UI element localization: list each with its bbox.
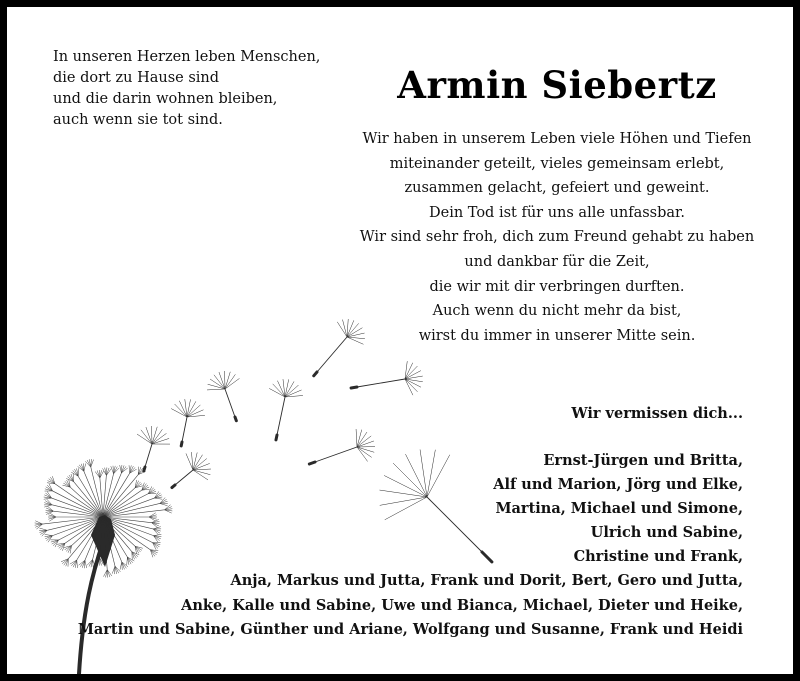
poem-line: miteinander geteilt, vieles gemeinsam erlebt, (389, 155, 725, 172)
mourner-line: Martina, Michael und Simone, (495, 500, 743, 518)
motto-line: In unseren Herzen leben Menschen, (53, 49, 321, 65)
poem-line: zusammen gelacht, gefeiert und geweint. (404, 180, 710, 197)
motto-line: und die darin wohnen bleiben, (53, 91, 278, 107)
mourner-line: Martin und Sabine, Günther und Ariane, Wolfgang und Susanne, Frank und Heidi (77, 620, 743, 638)
poem-line: wirst du immer in unserer Mitte sein. (418, 327, 696, 344)
memorial-poem (327, 127, 787, 348)
poem-line: Auch wenn du nicht mehr da bist, (432, 303, 682, 320)
deceased-name: Armin Siebertz (397, 63, 717, 107)
mourner-line: Ernst-Jürgen und Britta, (543, 452, 743, 469)
dandelion-seed-icon (351, 361, 423, 395)
dandelion-seed-icon (171, 399, 205, 446)
motto-quote (53, 47, 320, 131)
dandelion-seed-icon (207, 371, 239, 421)
motto-line: die dort zu Hause sind (53, 70, 220, 86)
dandelion-seed-icon (269, 379, 303, 440)
mourner-line: Christine und Frank, (573, 548, 743, 566)
poem-line: und dankbar für die Zeit, (464, 253, 650, 270)
poem-line: Wir haben in unserem Leben viele Höhen und Tiefen (362, 131, 752, 147)
poem-line: die wir mit dir verbringen durften. (429, 278, 685, 295)
mourner-line: Ulrich und Sabine, (590, 524, 743, 542)
poem-line: Dein Tod ist für uns alle unfassbar. (428, 204, 685, 221)
closing-line: Wir vermissen dich... (571, 405, 743, 422)
poem-line: Wir sind sehr froh, dich zum Freund gehabt zu haben (359, 229, 755, 246)
mourner-line: Anke, Kalle und Sabine, Uwe und Bianca, Michael, Dieter und Heike, (181, 596, 743, 614)
mourner-list (78, 449, 743, 642)
mourner-line: Anja, Markus und Jutta, Frank und Dorit, Bert, Gero und Jutta, (230, 572, 743, 590)
mourner-line: Alf und Marion, Jörg und Elke, (493, 476, 743, 494)
motto-line: auch wenn sie tot sind. (53, 112, 223, 128)
